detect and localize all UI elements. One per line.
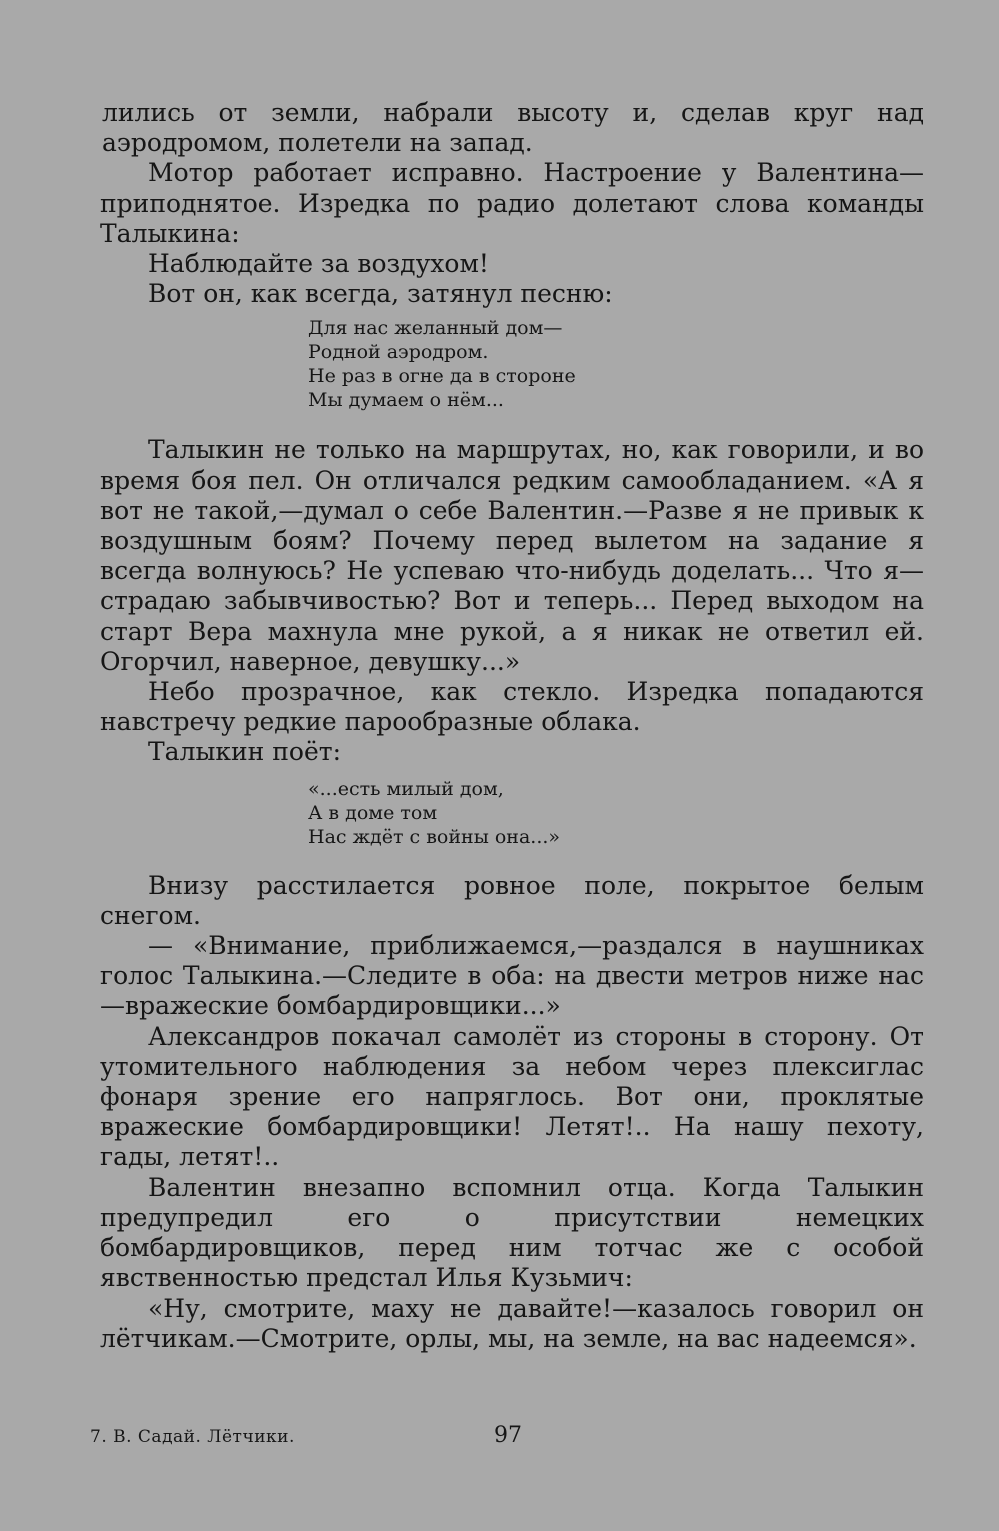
body-text [100, 98, 924, 1354]
paragraph: Валентин внезапно вспомнил отца. Когда Талыкин предупредил его о присутствии немецких бомбардировщиков, перед ним тотчас же с особой явственностью предстал Илья Кузьмич: [100, 1172, 924, 1293]
verse-line: Нас ждёт с войны она...» [308, 825, 561, 848]
song-verse [308, 777, 924, 849]
paragraph: «Ну, смотрите, маху не давайте!—казалось говорил он лётчикам.—Смотрите, орлы, мы, на земле, на вас надеемся». [100, 1293, 924, 1353]
verse-line: «...есть милый дом, [308, 777, 504, 800]
verse-line: А в доме том [308, 801, 438, 824]
paragraph: Небо прозрачное, как стекло. Изредка попадаются навстречу редкие парообразные облака. [100, 677, 924, 737]
paragraph: Александров покачал самолёт из стороны в сторону. От утомительного наблюдения за небом через плексиглас фонаря зрение его напряглось. Вот они, проклятые вражеские бомбардировщики! Летят!.. На нашу пехоту, гады, летят!.. [100, 1021, 924, 1172]
verse-line: Мы думаем о нём... [308, 389, 504, 412]
verse-line: Для нас желанный дом— [308, 317, 563, 340]
page-footer [90, 1423, 930, 1453]
song-verse [308, 316, 924, 412]
paragraph: Талыкин не только на маршрутах, но, как говорили, и во время боя пел. Он отличался редким самообладанием. «А я вот не такой,—думал о себе Валентин.—Разве я не привык к воздушным боям? Почему перед вылетом на задание я всегда волнуюсь? Не успеваю что-нибудь доделать... Что я—страдаю забывчивостью? Вот и теперь... Перед выходом на старт Вера махнула мне рукой, а я никак не ответил ей. Огорчил, наверное, девушку...» [100, 435, 924, 676]
paragraph: Мотор работает исправно. Настроение у Валентина—приподнятое. Изредка по радио долетают слова команды Талыкина: [100, 158, 924, 248]
paragraph: Наблюдайте за воздухом! [148, 249, 489, 279]
printer-signature: 7. В. Садай. Лётчики. [90, 1427, 295, 1447]
verse-line: Родной аэродром. [308, 341, 489, 364]
paragraph: Талыкин поёт: [148, 737, 342, 767]
paragraph: Вот он, как всегда, затянул песню: [148, 279, 613, 309]
paragraph: лились от земли, набрали высоту и, сделав круг над аэродромом, полетели на запад. [102, 98, 924, 158]
page-number: 97 [494, 1423, 522, 1448]
paragraph: — «Внимание, приближаемся,—раздался в наушниках голос Талыкина.—Следите в оба: на двести метров ниже нас—вражеские бомбардировщики...» [100, 931, 924, 1021]
verse-line: Не раз в огне да в стороне [308, 365, 576, 388]
paragraph: Внизу расстилается ровное поле, покрытое белым снегом. [100, 870, 924, 930]
